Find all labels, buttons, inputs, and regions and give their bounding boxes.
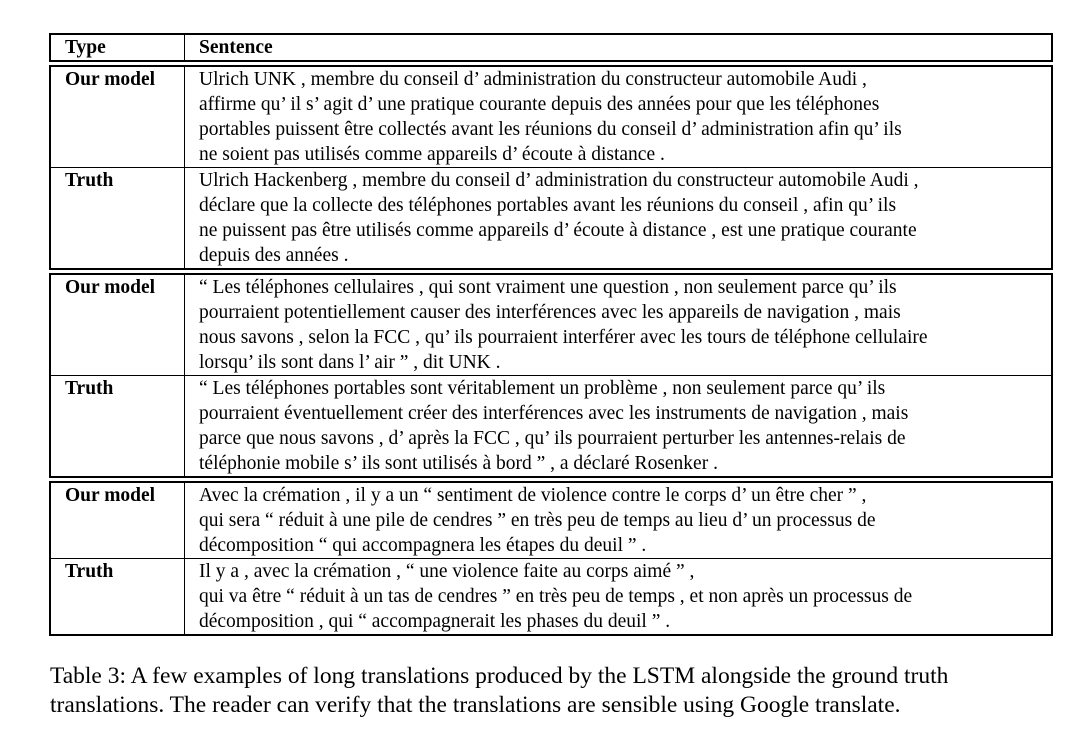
sentence-line: parce que nous savons , d’ après la FCC , qu’ ils pourraient perturber les antennes-relais de	[199, 428, 906, 449]
sentence-line: Ulrich UNK , membre du conseil d’ administration du constructeur automobile Audi ,	[199, 69, 867, 90]
type-cell: Truth	[51, 376, 185, 476]
sentence-line: affirme qu’ il s’ agit d’ une pratique courante depuis des années pour que les téléphones	[199, 94, 880, 115]
sentence-line: déclare que la collecte des téléphones portables avant les réunions du conseil , afin qu’ ils	[199, 195, 897, 216]
sentence-line: qui va être “ réduit à un tas de cendres ” en très peu de temps , et non après un processus de	[199, 586, 913, 607]
table-caption	[50, 662, 1050, 720]
sentence-cell	[185, 376, 1051, 476]
sentence-line: téléphonie mobile s’ ils sont utilisés à bord ” , a déclaré Rosenker .	[199, 453, 718, 474]
sentence-line: Il y a , avec la crémation , “ une violence faite au corps aimé ” ,	[199, 561, 695, 582]
sentence-cell	[185, 483, 1051, 558]
sentence-line: lorsqu’ ils sont dans l’ air ” , dit UNK .	[199, 352, 501, 373]
sentence-line: pourraient potentiellement causer des interférences avec les appareils de navigation , mais	[199, 302, 901, 323]
type-cell: Our model	[51, 67, 185, 167]
sentence-line: décomposition , qui “ accompagnerait les phases du deuil ” .	[199, 611, 671, 632]
sentence-line: “ Les téléphones cellulaires , qui sont vraiment une question , non seulement parce qu’ ils	[199, 277, 897, 298]
model-row	[51, 67, 1051, 167]
sentence-cell	[185, 275, 1051, 375]
sentence-line: nous savons , selon la FCC , qu’ ils pourraient interférer avec les tours de téléphone cellulaire	[199, 327, 928, 348]
example-group	[49, 481, 1053, 636]
truth-row	[51, 167, 1051, 268]
sentence-line: “ Les téléphones portables sont véritablement un problème , non seulement parce qu’ ils	[199, 378, 886, 399]
header-sentence: Sentence	[199, 37, 273, 58]
model-row	[51, 483, 1051, 558]
example-group	[49, 65, 1053, 270]
sentence-line: qui sera “ réduit à une pile de cendres ” en très peu de temps au lieu d’ un processus de	[199, 510, 876, 531]
type-cell: Truth	[51, 559, 185, 634]
type-cell: Our model	[51, 275, 185, 375]
sentence-cell	[185, 67, 1051, 167]
type-cell: Our model	[51, 483, 185, 558]
sentence-line: Avec la crémation , il y a un “ sentiment de violence contre le corps d’ un être cher ” ,	[199, 485, 867, 506]
table-header	[49, 33, 1053, 62]
truth-row	[51, 558, 1051, 634]
header-type: Type	[51, 35, 185, 60]
sentence-line: décomposition “ qui accompagnera les étapes du deuil ” .	[199, 535, 647, 556]
caption-line: translations. The reader can verify that the translations are sensible using Google translate.	[50, 692, 901, 718]
sentence-line: portables puissent être collectés avant les réunions du conseil d’ administration afin qu’ ils	[199, 119, 902, 140]
sentence-line: depuis des années .	[199, 245, 349, 266]
header-row	[51, 35, 1051, 60]
sentence-line: ne soient pas utilisés comme appareils d’ écoute à distance .	[199, 144, 665, 165]
example-group	[49, 273, 1053, 478]
translation-examples-table	[49, 33, 1053, 639]
sentence-cell	[185, 559, 1051, 634]
caption-line: Table 3: A few examples of long translations produced by the LSTM alongside the ground truth	[50, 663, 949, 689]
sentence-line: Ulrich Hackenberg , membre du conseil d’ administration du constructeur automobile Audi ,	[199, 170, 919, 191]
type-cell: Truth	[51, 168, 185, 268]
truth-row	[51, 375, 1051, 476]
sentence-line: ne puissent pas être utilisés comme appareils d’ écoute à distance , est une pratique courante	[199, 220, 917, 241]
model-row	[51, 275, 1051, 375]
sentence-cell	[185, 168, 1051, 268]
sentence-line: pourraient éventuellement créer des interférences avec les instruments de navigation , mais	[199, 403, 909, 424]
table-body	[49, 65, 1053, 636]
